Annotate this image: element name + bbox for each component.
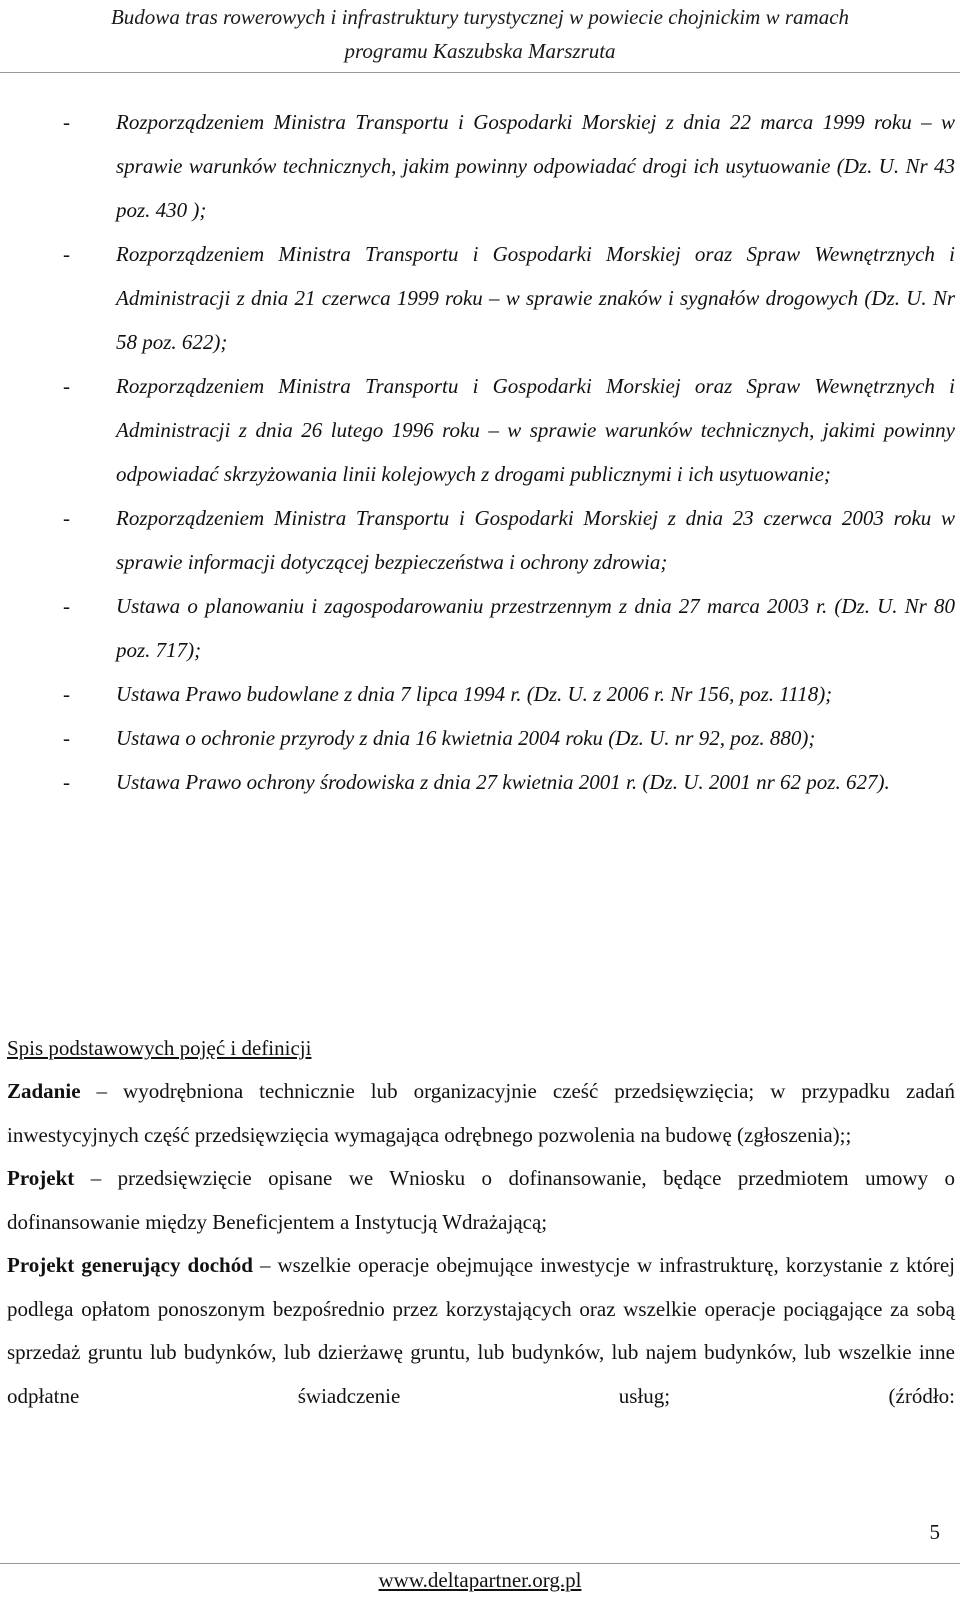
list-item	[0, 584, 955, 672]
list-item	[0, 496, 955, 584]
page-number: 5	[929, 1520, 940, 1544]
section-title: Spis podstawowych pojęć i definicji	[7, 1036, 312, 1060]
list-item	[0, 100, 955, 232]
list-marker: -	[63, 594, 70, 618]
list-item-text: Rozporządzeniem Ministra Transportu i Gospodarki Morskiej z dnia 23 czerwca 2003 roku w sprawie informacji dotyczącej bezpieczeństwa i ochrony zdrowia;	[116, 506, 955, 574]
list-item	[0, 672, 955, 716]
list-marker: -	[63, 682, 70, 706]
list-item-text: Ustawa Prawo budowlane z dnia 7 lipca 1994 r. (Dz. U. z 2006 r. Nr 156, poz. 1118);	[116, 682, 833, 706]
definition-zadanie	[7, 1070, 955, 1157]
list-item	[0, 232, 955, 364]
definitions-section	[7, 1026, 955, 1418]
list-item	[0, 364, 955, 496]
header-line-1: Budowa tras rowerowych i infrastruktury turystycznej w powiecie chojnickim w ramach	[110, 5, 850, 29]
definition-projekt	[7, 1157, 955, 1244]
definition-term: Projekt	[7, 1166, 75, 1190]
list-item-text: Rozporządzeniem Ministra Transportu i Gospodarki Morskiej oraz Spraw Wewnętrznych i Administracji z dnia 21 czerwca 1999 roku – w sprawie znaków i sygnałów drogowych (Dz. U. Nr 58 poz. 622);	[116, 242, 955, 354]
list-item-text: Ustawa o ochronie przyrody z dnia 16 kwietnia 2004 roku (Dz. U. nr 92, poz. 880);	[116, 726, 816, 750]
header-line-2: programu Kaszubska Marszruta	[344, 39, 616, 63]
legal-acts-list	[0, 100, 955, 804]
definition-text: – wszelkie operacje obejmujące inwestycje w infrastrukturę, korzystanie z której podlega opłatom ponoszonym bezpośrednio przez korzystających oraz wszelkie operacje pociągające za sobą sprzedaż gruntu lub budynków, lub dzierżawę gruntu, lub budynków, lub najem budynków, lub wszelkie inne odpłatne świadczenie usług; (źródło:	[7, 1253, 956, 1408]
list-marker: -	[63, 770, 70, 794]
page-header	[0, 0, 960, 68]
list-item-text: Ustawa Prawo ochrony środowiska z dnia 27 kwietnia 2001 r. (Dz. U. 2001 nr 62 poz. 627).	[116, 770, 890, 794]
list-item	[0, 760, 955, 804]
header-divider	[0, 72, 960, 73]
list-marker: -	[63, 506, 70, 530]
list-marker: -	[63, 242, 70, 266]
list-item	[0, 716, 955, 760]
list-marker: -	[63, 110, 70, 134]
definition-term: Zadanie	[7, 1079, 81, 1103]
list-item-text: Rozporządzeniem Ministra Transportu i Gospodarki Morskiej oraz Spraw Wewnętrznych i Administracji z dnia 26 lutego 1996 roku – w sprawie warunków technicznych, jakimi powinny odpowiadać skrzyżowania linii kolejowych z drogami publicznymi i ich usytuowanie;	[116, 374, 955, 486]
list-marker: -	[63, 726, 70, 750]
definition-text: – przedsięwzięcie opisane we Wniosku o dofinansowanie, będące przedmiotem umowy o dofinansowanie między Beneficjentem a Instytucją Wdrażającą;	[7, 1166, 955, 1234]
list-item-text: Ustawa o planowaniu i zagospodarowaniu przestrzennym z dnia 27 marca 2003 r. (Dz. U. Nr 80 poz. 717);	[116, 594, 955, 662]
footer-link[interactable]: www.deltapartner.org.pl	[378, 1568, 582, 1592]
definition-projekt-generujacy-dochod	[7, 1244, 955, 1418]
definition-text: – wyodrębniona technicznie lub organizacyjnie cześć przedsięwzięcia; w przypadku zadań inwestycyjnych część przedsięwzięcia wymagająca odrębnego pozwolenia na budowę (zgłoszenia);;	[7, 1079, 955, 1147]
definition-term: Projekt generujący dochód	[7, 1253, 253, 1277]
list-marker: -	[63, 374, 70, 398]
footer-divider	[0, 1563, 960, 1564]
list-item-text: Rozporządzeniem Ministra Transportu i Gospodarki Morskiej z dnia 22 marca 1999 roku – w sprawie warunków technicznych, jakim powinny odpowiadać drogi ich usytuowanie (Dz. U. Nr 43 poz. 430 );	[116, 110, 955, 222]
